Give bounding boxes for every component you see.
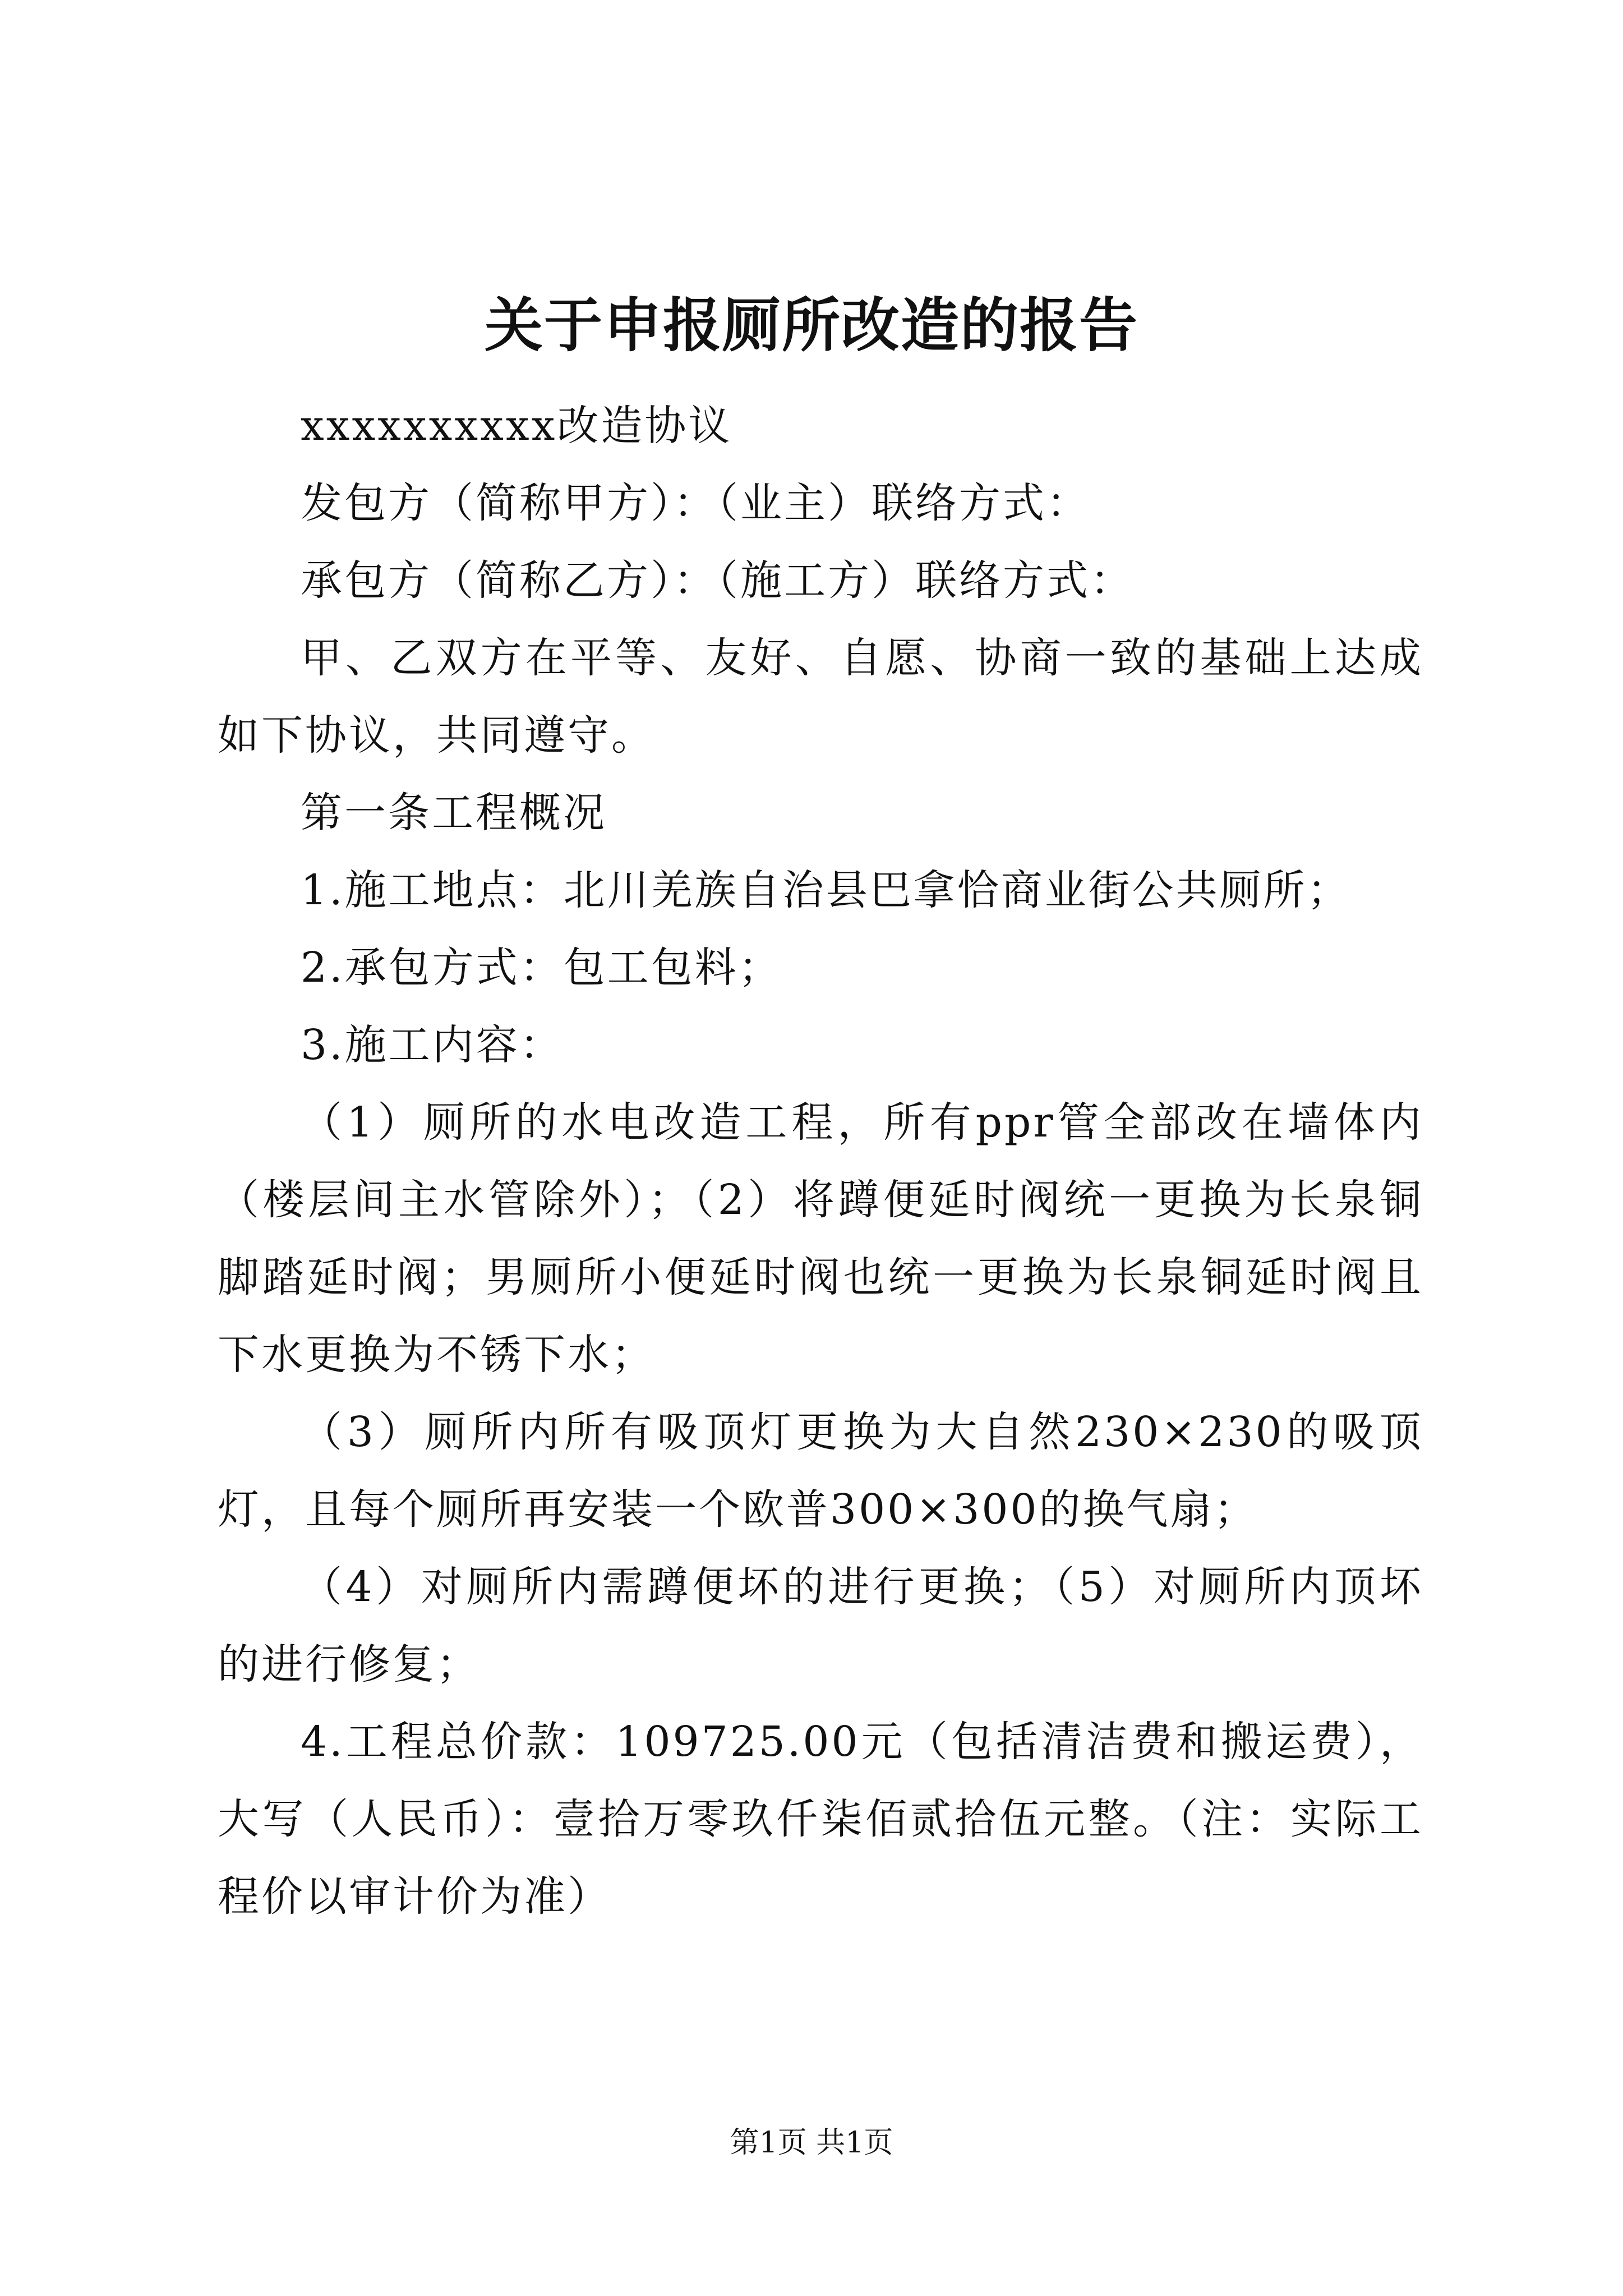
paragraph: 4.工程总价款：109725.00元（包括清洁费和搬运费），大写（人民币）：壹拾万零玖仟柒佰贰拾伍元整。（注：实际工程价以审计价为准）: [218, 1718, 1423, 1921]
paragraph: 发包方（简称甲方）：（业主）联络方式：: [301, 479, 1090, 527]
paragraph: （1）厕所的水电改造工程，所有ppr管全部改在墙体内（楼层间主水管除外）；（2）将蹲便延时阀统一更换为长泉铜脚踏延时阀；男厕所小便延时阀也统一更换为长泉铜延时阀且下水更换为不锈下水；: [218, 1098, 1423, 1379]
document-body: [218, 387, 1423, 1935]
paragraph: xxxxxxxxxx改造协议: [301, 402, 732, 450]
paragraph: 3.施工内容：: [301, 1021, 564, 1069]
paragraph: 第一条工程概况: [301, 789, 607, 837]
paragraph: （3）厕所内所有吸顶灯更换为大自然230×230的吸顶灯，且每个厕所再安装一个欧普300×300的换气扇；: [218, 1408, 1423, 1534]
paragraph: 2.承包方式：包工包料；: [301, 944, 782, 992]
paragraph: 甲、乙双方在平等、友好、自愿、协商一致的基础上达成如下协议，共同遵守。: [218, 634, 1423, 760]
paragraph: （4）对厕所内需蹲便坏的进行更换；（5）对厕所内顶坏的进行修复；: [218, 1563, 1423, 1688]
document-title: 关于申报厕所改造的报告: [484, 291, 1138, 360]
paragraph: 1.施工地点：北川羌族自治县巴拿恰商业街公共厕所；: [301, 866, 1351, 914]
paragraph: 承包方（简称乙方）：（施工方）联络方式：: [301, 556, 1134, 605]
page-footer: 第1页 共1页: [730, 2126, 893, 2160]
